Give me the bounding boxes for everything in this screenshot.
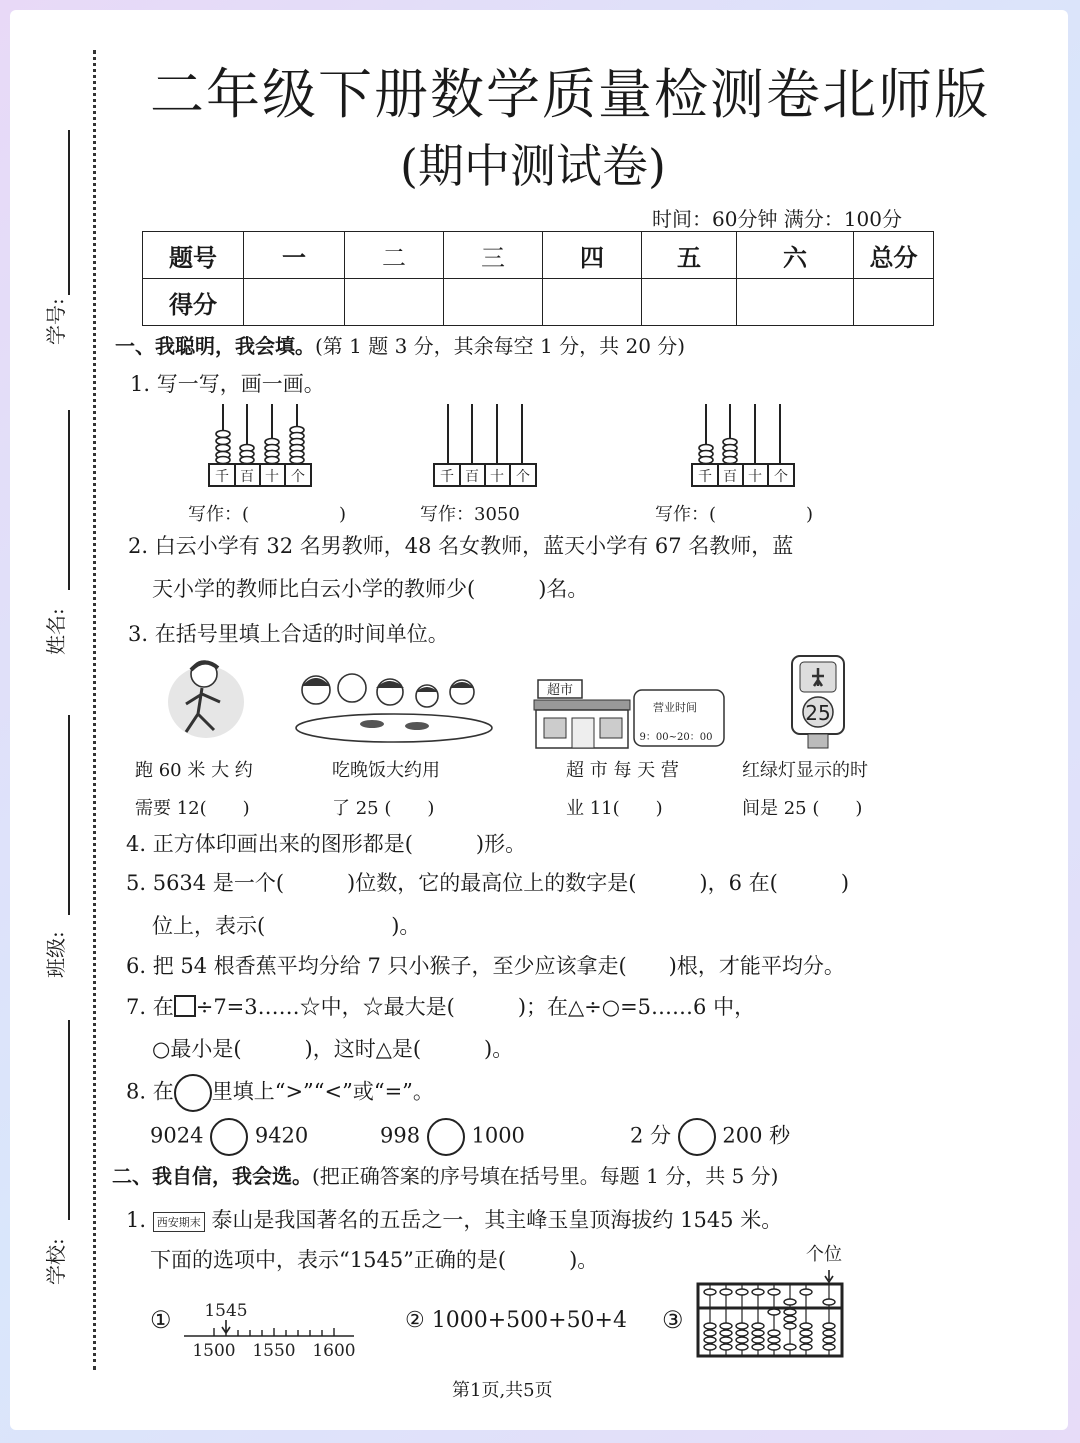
q4-text: 4. 正方体印画出来的图形都是( )形。 [126,832,527,856]
q3-caption-4b: 间是 25 ( ) [742,798,863,819]
s2-q1-num: 1. [126,1208,147,1232]
compare-left: 998 [380,1123,421,1148]
compare-right: 200 秒 [722,1123,791,1148]
score-cell: 题号 [143,232,244,279]
section1-note: (第 1 题 3 分，其余每空 1 分，共 20 分) [315,334,686,358]
circle-blank-icon [174,1074,212,1112]
school-label: 学校: [44,1238,68,1285]
q1-text: 1. 写一写，画一画。 [130,372,325,396]
q2-line1: 2. 白云小学有 32 名男教师，48 名女教师，蓝天小学有 67 名教师，蓝 [128,534,794,558]
score-cell: 二 [345,232,444,279]
section2-heading: 二、我自信，我会选。 [112,1164,312,1188]
class-line [68,715,70,915]
score-cell: 六 [737,232,854,279]
hours-text: 9：00~20：00 [639,732,713,743]
traffic-light-illustration [788,652,848,750]
score-value-row [143,279,934,326]
score-input-cell[interactable] [737,279,854,326]
hours-title: 营业时间 [653,701,697,714]
q7-rest: ÷7=3……☆中，☆最大是( )；在△÷○=5……6 中， [195,995,756,1019]
number-line [180,1296,360,1358]
page-title: 二年级下册数学质量检测卷北师版 [150,63,990,126]
supermarket-illustration [530,678,730,750]
q3-caption-3b: 业 11( ) [566,798,663,819]
place-label: 十 [265,469,279,485]
family-dinner-illustration [292,668,497,746]
compare-item-2 [380,1118,525,1156]
score-input-cell[interactable] [543,279,642,326]
score-input-cell[interactable] [244,279,345,326]
q3-caption-1b: 需要 12( ) [135,798,250,819]
section1-heading-row [115,330,685,359]
caption-abacus-1: 写作：( ) [188,504,347,525]
q7-line1 [126,991,755,1021]
place-label: 千 [698,469,712,485]
school-line [68,1020,70,1220]
score-input-cell[interactable] [854,279,934,326]
place-label: 十 [490,469,504,485]
page-footer: 第1页,共5页 [452,1380,553,1401]
q8-rest: 里填上“>”“<”或“=”。 [211,1079,434,1104]
page-subtitle: (期中测试卷) [400,139,666,193]
q3-caption-4a: 红绿灯显示的时 [742,760,868,781]
q8-text [126,1074,434,1112]
id-line [68,130,70,295]
name-line [68,410,70,590]
light-number: 25 [805,701,831,725]
compare-right: 1000 [471,1123,525,1148]
compare-circle[interactable] [210,1118,248,1156]
score-label-cell: 得分 [143,279,244,326]
q3-caption-3a: 超 市 每 天 营 [566,760,679,781]
compare-left: 2 分 [630,1123,672,1148]
ones-place-label: 个位 [806,1244,842,1265]
q3-caption-2b: 了 25 ( ) [332,798,435,819]
compare-item-3 [630,1118,790,1156]
score-input-cell[interactable] [345,279,444,326]
place-label: 十 [748,469,762,485]
number-line-marker-label: 1545 [204,1301,248,1321]
q3-text: 3. 在括号里填上合适的时间单位。 [128,622,449,646]
q3-caption-2a: 吃晚饭大约用 [332,760,440,781]
q5-line2: 位上，表示( )。 [152,914,421,938]
s2-q1-text: 泰山是我国著名的五岳之一，其主峰玉皇顶海拔约 1545 米。 [211,1208,783,1232]
place-label: 千 [215,469,229,485]
compare-left: 9024 [150,1123,204,1148]
compare-item-1 [150,1118,308,1156]
name-label: 姓名: [44,608,68,655]
score-cell: 四 [543,232,642,279]
cut-line [93,50,96,1370]
class-label: 班级: [44,931,68,978]
score-cell: 三 [444,232,543,279]
abacus-1 [205,402,315,488]
place-label: 个 [774,469,788,485]
score-input-cell[interactable] [444,279,543,326]
section2-heading-row [112,1160,778,1189]
square-box-icon [174,995,196,1017]
section1-heading: 一、我聪明，我会填。 [115,334,315,358]
section2-note: (把正确答案的序号填在括号里。每题 1 分，共 5 分) [312,1164,779,1188]
shop-sign: 超市 [546,683,574,698]
place-label: 百 [723,469,737,485]
compare-circle[interactable] [678,1118,716,1156]
compare-circle[interactable] [427,1118,465,1156]
score-input-cell[interactable] [642,279,737,326]
q5-line1: 5. 5634 是一个( )位数，它的最高位上的数字是( )，6 在( ) [126,871,850,895]
s2-q1-line2: 下面的选项中，表示“1545”正确的是( )。 [150,1248,599,1272]
score-header-row [143,232,934,279]
place-label: 个 [291,469,305,485]
place-label: 百 [240,469,254,485]
abacus-3 [688,402,798,488]
caption-abacus-3: 写作：( ) [655,504,814,525]
option2-text: ② 1000+500+50+4 [405,1308,627,1333]
q7-prefix: 7. 在 [126,995,174,1019]
q2-line2: 天小学的教师比白云小学的教师少( )名。 [152,577,589,601]
time-info: 时间：60分钟 满分：100分 [652,207,902,231]
running-boy-illustration [158,652,248,742]
s2-q1-line1 [126,1204,782,1234]
abacus-2[interactable] [430,402,540,488]
place-label: 百 [465,469,479,485]
score-cell: 总分 [854,232,934,279]
source-tag: 西安期末 [153,1212,205,1232]
score-cell: 一 [244,232,345,279]
score-table [142,231,934,326]
number-line-tick: 1550 [252,1341,296,1358]
number-line-tick: 1600 [312,1341,356,1358]
option1-mark: ① [150,1306,172,1334]
number-line-tick: 1500 [192,1341,236,1358]
q8-prefix: 8. 在 [126,1079,174,1104]
student-id-label: 学号: [44,298,68,345]
score-cell: 五 [642,232,737,279]
place-label: 千 [440,469,454,485]
caption-abacus-2: 写作：3050 [420,504,520,525]
q3-caption-1a: 跑 60 米 大 约 [135,760,253,781]
place-label: 个 [516,469,530,485]
compare-right: 9420 [254,1123,309,1148]
q6-text: 6. 把 54 根香蕉平均分给 7 只小猴子，至少应该拿走( )根，才能平均分。 [126,954,845,978]
bead-abacus-illustration [696,1268,846,1360]
option3-mark: ③ [662,1306,684,1334]
q7-line2: ○最小是( )，这时△是( )。 [152,1037,514,1061]
